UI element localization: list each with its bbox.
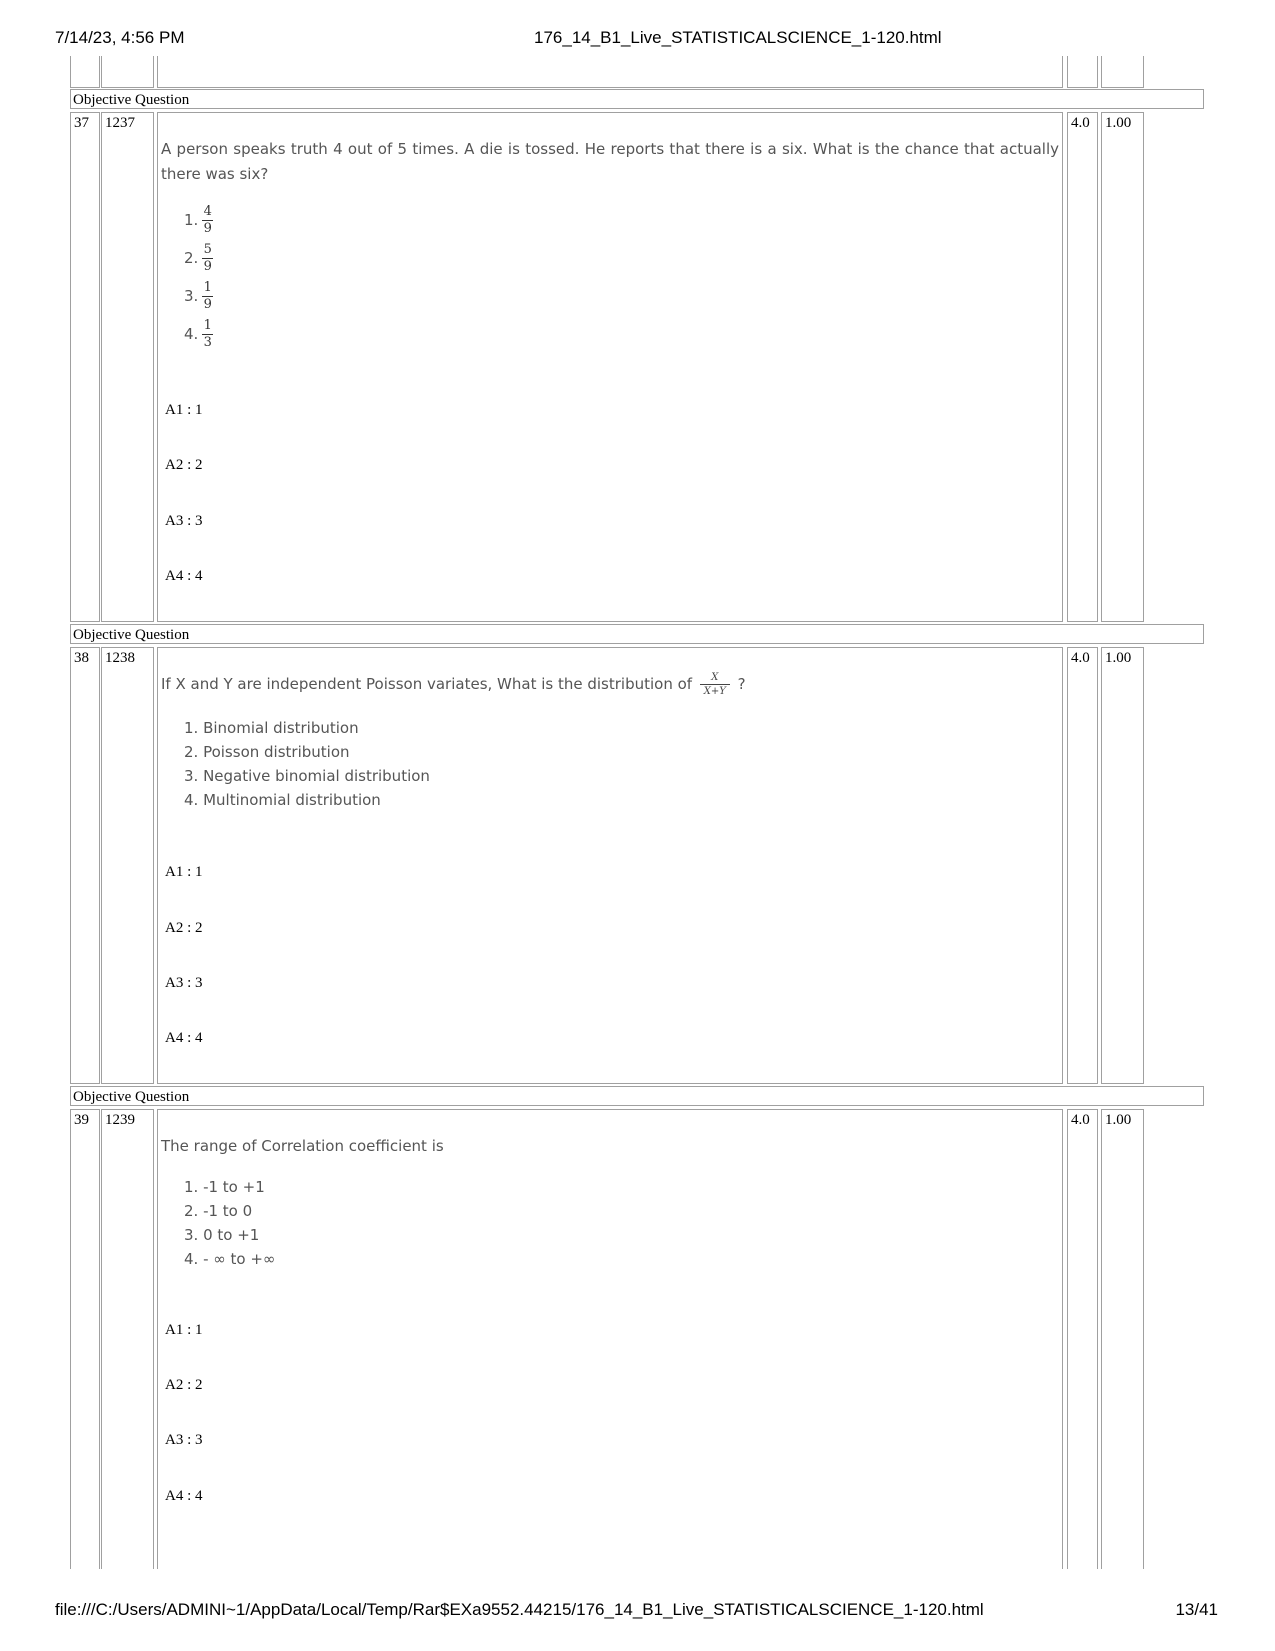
question-text: If X and Y are independent Poisson variates, What is the distribution of $\frac{X}{X+Y}$ ? bbox=[161, 672, 746, 697]
question-content-cell bbox=[157, 1109, 1063, 1569]
question-id-cell: 1239 bbox=[101, 1109, 154, 1569]
marks-cell: 4.0 bbox=[1067, 112, 1098, 622]
option-list bbox=[184, 716, 430, 812]
option-item: 4. - ∞ to +∞ bbox=[184, 1250, 276, 1268]
fraction-value: $\frac{4}{9}$ bbox=[203, 203, 212, 236]
question-text: The range of Correlation coefficient is bbox=[161, 1137, 444, 1155]
question-type-label: Objective Question bbox=[70, 89, 1204, 109]
question-serial-cell: 38 bbox=[70, 647, 100, 1084]
answer-option-4: A4 : 4 bbox=[165, 1488, 203, 1504]
fraction-expression: $\frac{X}{X+Y}$ bbox=[700, 672, 730, 697]
option-list bbox=[184, 1175, 275, 1271]
page-number: 13/41 bbox=[1175, 1600, 1218, 1619]
fraction-value: $\frac{1}{9}$ bbox=[203, 279, 212, 312]
prev-row-marks-cell bbox=[1067, 56, 1098, 88]
option-item: 2. Poisson distribution bbox=[184, 743, 350, 761]
question-content-cell bbox=[157, 647, 1063, 1084]
answer-option-4: A4 : 4 bbox=[165, 1030, 203, 1046]
answer-option-1: A1 : 1 bbox=[165, 1322, 203, 1338]
option-item: 1. Binomial distribution bbox=[184, 719, 359, 737]
negative-marks-cell: 1.00 bbox=[1101, 1109, 1144, 1569]
negative-marks-cell: 1.00 bbox=[1101, 647, 1144, 1084]
answer-option-2: A2 : 2 bbox=[165, 457, 203, 473]
answer-option-1: A1 : 1 bbox=[165, 402, 203, 418]
answer-option-2: A2 : 2 bbox=[165, 1377, 203, 1393]
option-item: 1. $\frac{4}{9}$ bbox=[184, 203, 212, 236]
question-text: A person speaks truth 4 out of 5 times. A die is tossed. He reports that there is a six. What is the chance that actually there was six? bbox=[161, 140, 1059, 183]
option-item: 4. $\frac{1}{3}$ bbox=[184, 317, 212, 350]
prev-row-neg-cell bbox=[1101, 56, 1144, 88]
option-item: 3. $\frac{1}{9}$ bbox=[184, 279, 212, 312]
fraction-value: $\frac{1}{3}$ bbox=[203, 317, 212, 350]
prev-row-sno-cell bbox=[70, 56, 100, 88]
document-title: 176_14_B1_Live_STATISTICALSCIENCE_1-120.html bbox=[534, 28, 942, 47]
answer-option-3: A3 : 3 bbox=[165, 1432, 203, 1448]
answer-option-3: A3 : 3 bbox=[165, 975, 203, 991]
question-type-label: Objective Question bbox=[70, 1086, 1204, 1106]
option-item: 3. Negative binomial distribution bbox=[184, 767, 430, 785]
question-type-label: Objective Question bbox=[70, 624, 1204, 644]
print-datetime: 7/14/23, 4:56 PM bbox=[55, 28, 185, 47]
question-id-cell: 1238 bbox=[101, 647, 154, 1084]
question-serial-cell: 39 bbox=[70, 1109, 100, 1569]
marks-cell: 4.0 bbox=[1067, 647, 1098, 1084]
option-list bbox=[184, 201, 213, 353]
option-item: 2. $\frac{5}{9}$ bbox=[184, 241, 212, 274]
fraction-value: $\frac{5}{9}$ bbox=[203, 241, 212, 274]
file-path: file:///C:/Users/ADMINI~1/AppData/Local/Temp/Rar$EXa9552.44215/176_14_B1_Live_STATISTICALSCIENCE_1-120.html bbox=[55, 1600, 984, 1619]
option-item: 4. Multinomial distribution bbox=[184, 791, 381, 809]
marks-cell: 4.0 bbox=[1067, 1109, 1098, 1569]
answer-option-3: A3 : 3 bbox=[165, 513, 203, 529]
question-content-cell bbox=[157, 112, 1063, 622]
option-item: 1. -1 to +1 bbox=[184, 1178, 265, 1196]
prev-row-content-cell bbox=[157, 56, 1063, 88]
option-item: 3. 0 to +1 bbox=[184, 1226, 260, 1244]
option-item: 2. -1 to 0 bbox=[184, 1202, 253, 1220]
answer-option-4: A4 : 4 bbox=[165, 568, 203, 584]
negative-marks-cell: 1.00 bbox=[1101, 112, 1144, 622]
answer-option-2: A2 : 2 bbox=[165, 920, 203, 936]
question-id-cell: 1237 bbox=[101, 112, 154, 622]
question-serial-cell: 37 bbox=[70, 112, 100, 622]
prev-row-qid-cell bbox=[101, 56, 154, 88]
answer-option-1: A1 : 1 bbox=[165, 864, 203, 880]
